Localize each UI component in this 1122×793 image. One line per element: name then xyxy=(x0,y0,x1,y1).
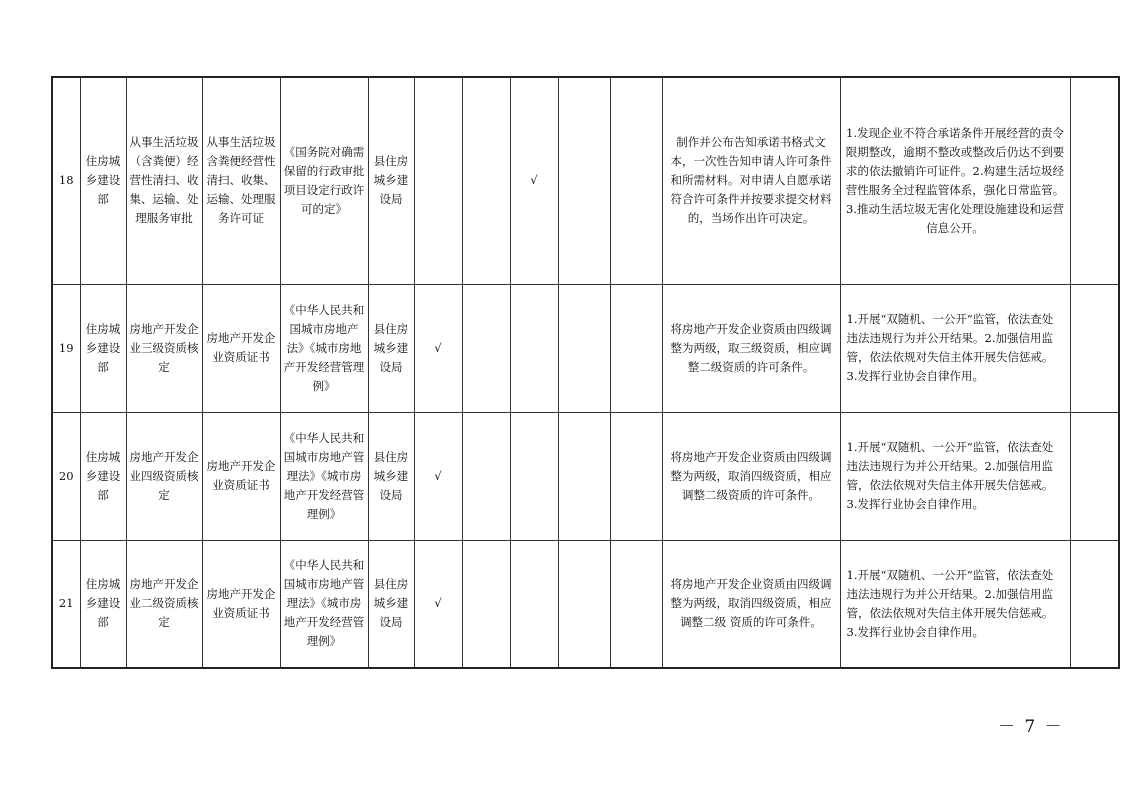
reform-option-3-cell xyxy=(510,412,558,540)
authority-cell: 县住房城乡建设局 xyxy=(368,412,414,540)
reform-measure-cell: 将房地产开发企业资质由四级调整为两级，取三级资质，相应调整二级资质的许可条件。 xyxy=(662,284,840,412)
reform-option-4-cell xyxy=(558,284,610,412)
authority-cell: 县住房城乡建设局 xyxy=(368,540,414,668)
department-cell: 住房城乡建设部 xyxy=(80,412,126,540)
legal-basis-cell: 《国务院对确需保留的行政审批项目设定行政许可的定》 xyxy=(280,77,368,284)
table-row xyxy=(52,412,1119,540)
reform-measure-cell: 将房地产开发企业资质由四级调整为两级，取消四级资质，相应调整二级 资质的许可条件。 xyxy=(662,540,840,668)
reform-option-2-cell xyxy=(462,77,510,284)
supervision-measure-cell: 1.开展“双随机、一公开”监管，依法查处违法违规行为并公开结果。2.加强信用监管，依法依规对失信主体开展失信惩戒。3.发挥行业协会自律作用。 xyxy=(840,540,1070,668)
reform-items-table xyxy=(51,76,1120,669)
legal-basis-cell: 《中华人民共和国城市房地产法》《城市房地产开发经营管理例》 xyxy=(280,284,368,412)
row-number: 21 xyxy=(52,540,80,668)
department-cell: 住房城乡建设部 xyxy=(80,540,126,668)
row-number: 18 xyxy=(52,77,80,284)
row-number: 19 xyxy=(52,284,80,412)
reform-option-2-cell xyxy=(462,284,510,412)
item-name-cell: 房地产开发企业二级资质核定 xyxy=(126,540,202,668)
row-number: 20 xyxy=(52,412,80,540)
legal-basis-cell: 《中华人民共和国城市房地产管理法》《城市房地产开发经营管理例》 xyxy=(280,412,368,540)
reform-measure-cell: 制作并公布告知承诺书格式文本，一次性告知申请人许可条件和所需材料。对申请人自愿承诺符合许可条件并按要求提交材料的，当场作出许可决定。 xyxy=(662,77,840,284)
license-cell: 从事生活垃圾含粪便经营性清扫、收集、运输、处理服务许可证 xyxy=(202,77,280,284)
table-row xyxy=(52,284,1119,412)
remark-cell xyxy=(1070,540,1119,668)
department-cell: 住房城乡建设部 xyxy=(80,284,126,412)
supervision-measure-cell: 1.发现企业不符合承诺条件开展经营的责令限期整改，逾期不整改或整改后仍达不到要求的依法撤销许可证件。2.构建生活垃圾经营性服务全过程监管体系，强化日常监管。3.推动生活垃圾无害化处理设施建设和运营信息公开。 xyxy=(840,77,1070,284)
reform-option-1-cell: √ xyxy=(414,412,462,540)
table-row xyxy=(52,540,1119,668)
item-name-cell: 房地产开发企业四级资质核定 xyxy=(126,412,202,540)
empty-cell xyxy=(610,412,662,540)
department-cell: 住房城乡建设部 xyxy=(80,77,126,284)
reform-option-1-cell: √ xyxy=(414,284,462,412)
license-cell: 房地产开发企业资质证书 xyxy=(202,284,280,412)
remark-cell xyxy=(1070,412,1119,540)
empty-cell xyxy=(610,77,662,284)
reform-option-3-cell xyxy=(510,540,558,668)
item-name-cell: 房地产开发企业三级资质核定 xyxy=(126,284,202,412)
authority-cell: 县住房城乡建设局 xyxy=(368,77,414,284)
page-number: － 7 － xyxy=(998,717,1064,737)
supervision-measure-cell: 1.开展“双随机、一公开”监管，依法查处违法违规行为并公开结果。2.加强信用监管，依法依规对失信主体开展失信惩戒。3.发挥行业协会自律作用。 xyxy=(840,284,1070,412)
reform-option-3-cell xyxy=(510,284,558,412)
empty-cell xyxy=(610,540,662,668)
reform-measure-cell: 将房地产开发企业资质由四级调整为两级，取消四级资质，相应调整二级资质的许可条件。 xyxy=(662,412,840,540)
reform-option-1-cell xyxy=(414,77,462,284)
reform-option-1-cell: √ xyxy=(414,540,462,668)
license-cell: 房地产开发企业资质证书 xyxy=(202,540,280,668)
reform-option-2-cell xyxy=(462,540,510,668)
reform-option-4-cell xyxy=(558,540,610,668)
reform-option-3-cell: √ xyxy=(510,77,558,284)
license-cell: 房地产开发企业资质证书 xyxy=(202,412,280,540)
table-row xyxy=(52,77,1119,284)
reform-option-4-cell xyxy=(558,412,610,540)
empty-cell xyxy=(610,284,662,412)
supervision-measure-cell: 1.开展“双随机、一公开”监管，依法查处违法违规行为并公开结果。2.加强信用监管，依法依规对失信主体开展失信惩戒。3.发挥行业协会自律作用。 xyxy=(840,412,1070,540)
authority-cell: 县住房城乡建设局 xyxy=(368,284,414,412)
reform-option-2-cell xyxy=(462,412,510,540)
remark-cell xyxy=(1070,77,1119,284)
legal-basis-cell: 《中华人民共和国城市房地产管理法》《城市房地产开发经营管理例》 xyxy=(280,540,368,668)
reform-option-4-cell xyxy=(558,77,610,284)
remark-cell xyxy=(1070,284,1119,412)
item-name-cell: 从事生活垃圾（含粪便）经营性清扫、收集、运输、处理服务审批 xyxy=(126,77,202,284)
